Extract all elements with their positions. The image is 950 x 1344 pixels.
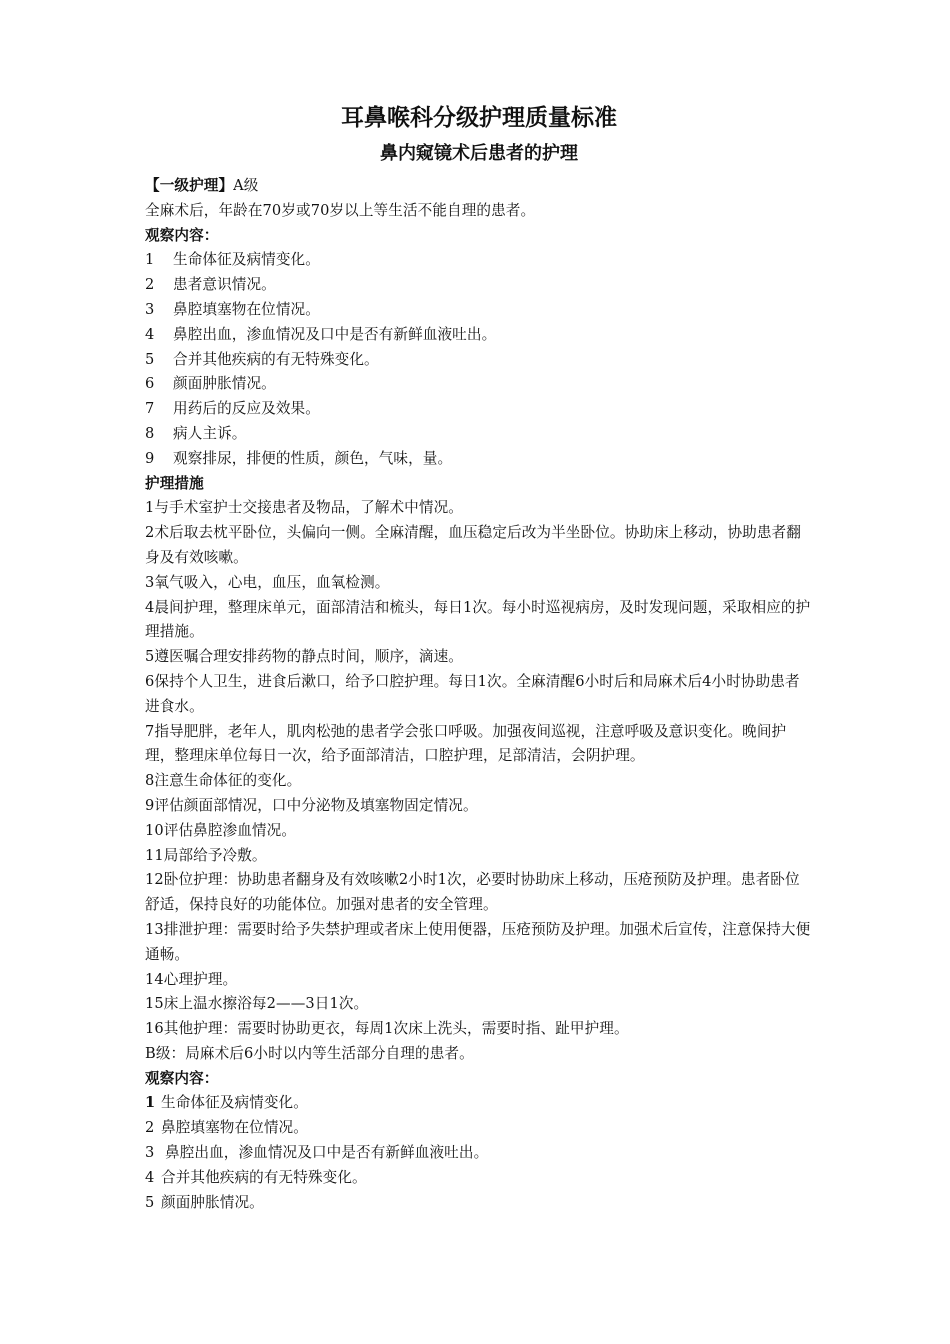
list-item: 4 合并其他疾病的有无特殊变化。 — [145, 1168, 367, 1186]
list-item: 5 颜面肿胀情况。 — [145, 1193, 264, 1211]
list-item: 14心理护理。 — [145, 970, 238, 988]
list-item: 4 鼻腔出血，渗血情况及口中是否有新鲜血液吐出。 — [145, 325, 497, 343]
list-item: 8注意生命体征的变化。 — [145, 772, 302, 790]
level-a-criteria: 全麻术后，年龄在70岁或70岁以上等生活不能自理的患者。 — [145, 201, 536, 219]
document-title: 耳鼻喉科分级护理质量标准 — [341, 105, 617, 131]
level-a-observation-list — [145, 248, 813, 471]
list-item: 3 鼻腔填塞物在位情况。 — [145, 300, 320, 318]
list-item: 7 用药后的反应及效果。 — [145, 400, 320, 418]
document-subtitle: 鼻内窥镜术后患者的护理 — [380, 143, 578, 164]
list-item: 7指导肥胖，老年人，肌肉松弛的患者学会张口呼吸。加强夜间巡视，注意呼吸及意识变化。晚间护理，整理床单位每日一次，给予面部清洁，口腔护理，足部清洁，会阴护理。 — [145, 722, 787, 765]
list-item: 2 鼻腔填塞物在位情况。 — [145, 1119, 308, 1137]
level-a-observation-heading: 观察内容： — [145, 226, 219, 244]
level-b-criteria: B级：局麻术后6小时以内等生活部分自理的患者。 — [145, 1044, 474, 1062]
list-item: 9 观察排尿，排便的性质，颜色，气味，量。 — [145, 449, 453, 467]
list-item: 16其他护理：需要时协助更衣，每周1次床上洗头，需要时指、趾甲护理。 — [145, 1020, 629, 1038]
list-item: 1 生命体征及病情变化。 — [145, 1094, 308, 1112]
document-page — [145, 100, 813, 1215]
level-a-measures-list — [145, 496, 813, 1042]
list-item: 4晨间护理，整理床单元，面部清洁和梳头，每日1次。每小时巡视病房，及时发现问题，采取相应的护理措施。 — [145, 598, 811, 641]
list-item: 5 合并其他疾病的有无特殊变化。 — [145, 350, 379, 368]
list-item: 3 鼻腔出血，渗血情况及口中是否有新鲜血液吐出。 — [145, 1144, 489, 1162]
level-b-observation-list — [145, 1091, 813, 1215]
list-item: 8 病人主诉。 — [145, 424, 247, 442]
list-item: 1 生命体征及病情变化。 — [145, 251, 320, 269]
level-b-observation-heading: 观察内容： — [145, 1069, 219, 1087]
list-item: 2术后取去枕平卧位，头偏向一侧。全麻清醒，血压稳定后改为半坐卧位。协助床上移动，协助患者翻身及有效咳嗽。 — [145, 524, 801, 566]
list-item: 15床上温水擦浴每2——3日1次。 — [145, 995, 369, 1013]
list-item: 5遵医嘱合理安排药物的静点时间，顺序，滴速。 — [145, 648, 463, 666]
list-item: 13排泄护理：需要时给予失禁护理或者床上使用便器，压疮预防及护理。加强术后宣传，注意保持大便通畅。 — [145, 920, 811, 963]
list-item: 10评估鼻腔渗血情况。 — [145, 821, 297, 839]
level-a-heading-bracket: 【一级护理】 — [145, 177, 234, 194]
list-item: 1与手术室护士交接患者及物品，了解术中情况。 — [145, 499, 463, 517]
list-item: 12卧位护理：协助患者翻身及有效咳嗽2小时1次，必要时协助床上移动，压疮预防及护理。患者卧位舒适，保持良好的功能体位。加强对患者的安全管理。 — [145, 871, 800, 914]
level-a-grade: A级 — [233, 177, 259, 194]
list-item: 6保持个人卫生，进食后漱口，给予口腔护理。每日1次。全麻清醒6小时后和局麻术后4小时协助患者进食水。 — [145, 672, 800, 715]
list-item: 11局部给予冷敷。 — [145, 846, 267, 864]
list-item: 9评估颜面部情况，口中分泌物及填塞物固定情况。 — [145, 796, 478, 814]
list-item: 3氧气吸入，心电，血压，血氧检测。 — [145, 573, 390, 591]
list-item: 2 患者意识情况。 — [145, 276, 276, 294]
level-a-heading — [145, 174, 813, 199]
level-a-measures-heading: 护理措施 — [145, 474, 204, 492]
list-item: 6 颜面肿胀情况。 — [145, 375, 276, 393]
